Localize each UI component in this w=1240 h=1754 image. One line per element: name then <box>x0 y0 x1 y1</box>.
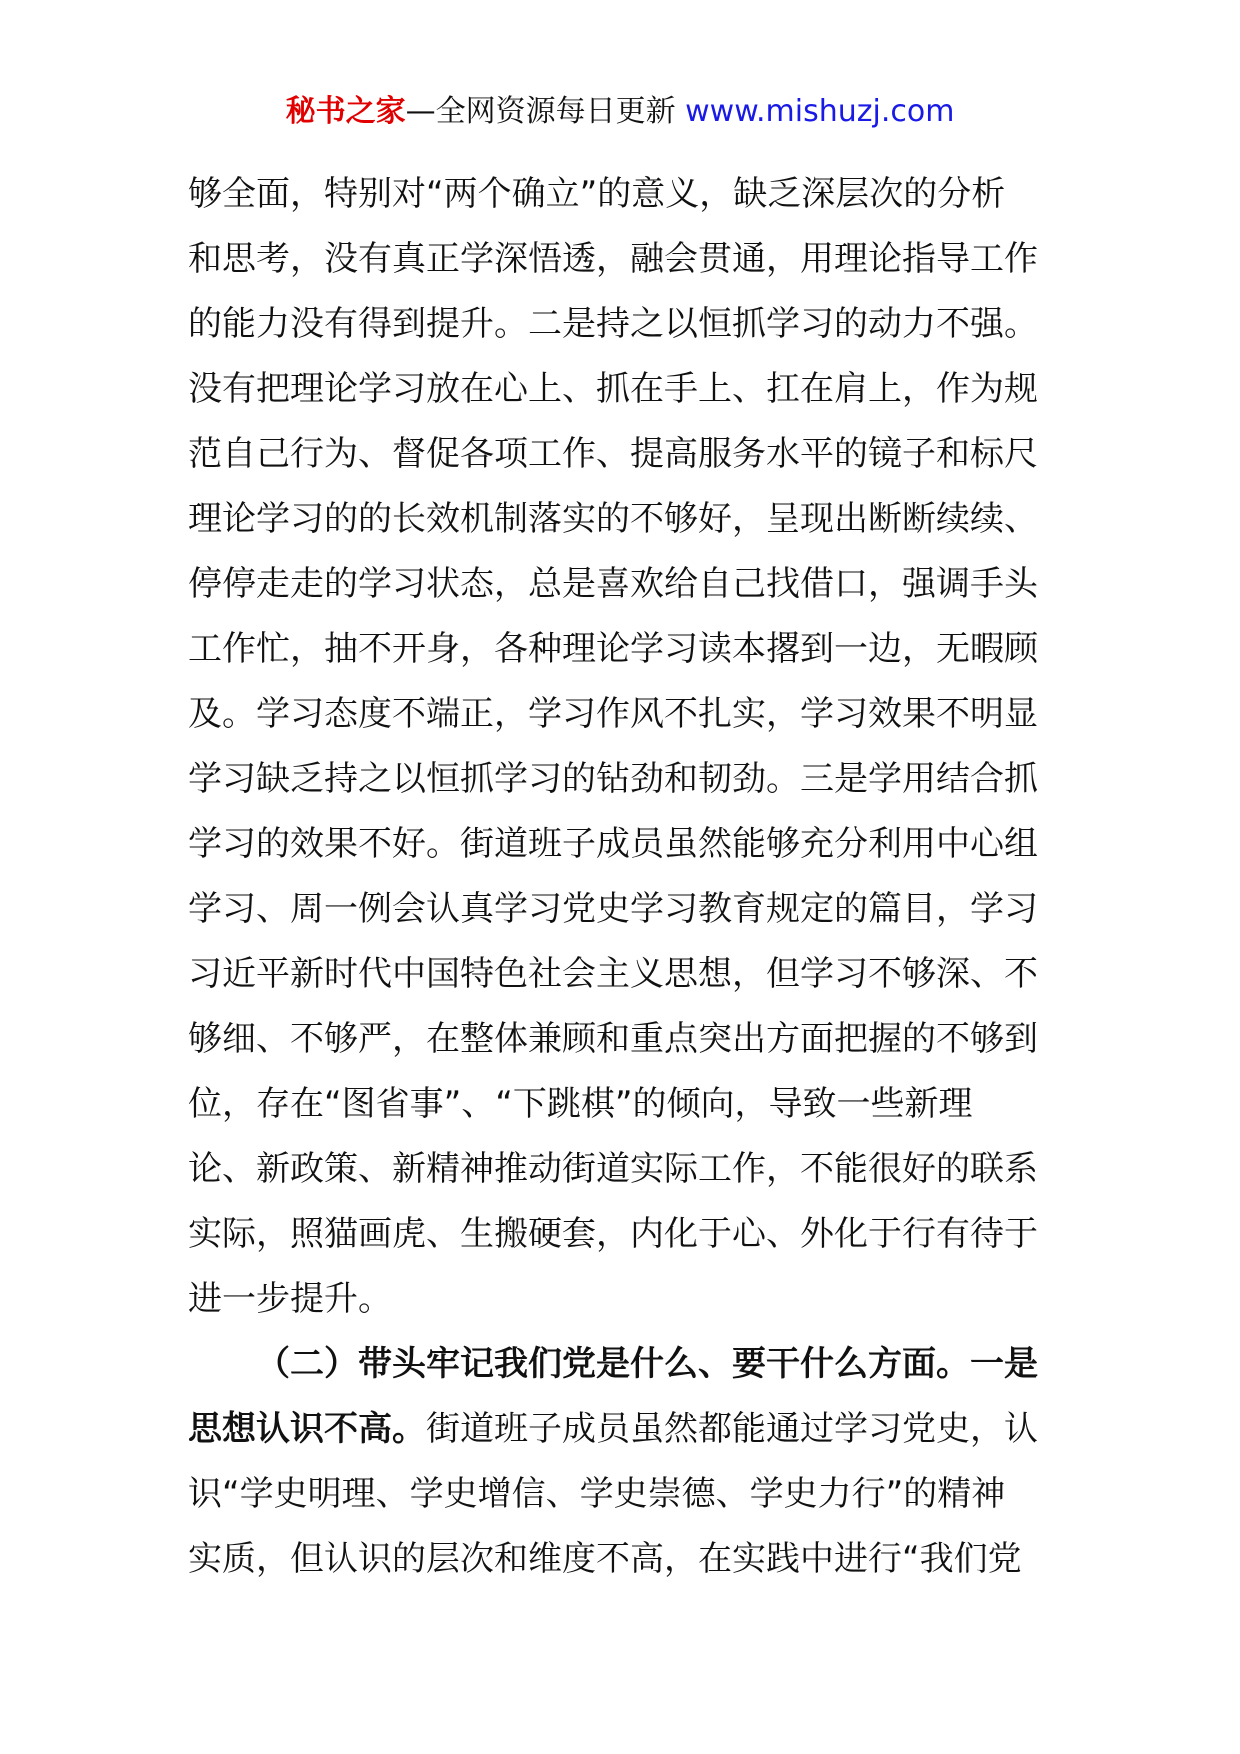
body-line: 的能力没有得到提升。二是持之以恒抓学习的动力不强。 <box>188 304 1038 344</box>
section-heading: （二）带头牢记我们党是什么、要干什么方面。一是 <box>256 1344 1038 1384</box>
site-header <box>0 92 1240 132</box>
body-line: 习近平新时代中国特色社会主义思想，但学习不够深、不 <box>188 954 1038 994</box>
body-line: 位，存在“图省事”、“下跳棋”的倾向，导致一些新理 <box>188 1084 973 1124</box>
body-line: 识“学史明理、学史增信、学史崇德、学史力行”的精神 <box>188 1474 1006 1514</box>
document-body <box>188 162 1068 1592</box>
site-url-link[interactable]: www.mishuzj.com <box>685 94 955 129</box>
body-line: 没有把理论学习放在心上、抓在手上、扛在肩上，作为规 <box>188 369 1038 409</box>
body-line: 及。学习态度不端正，学习作风不扎实，学习效果不明显 <box>188 694 1038 734</box>
body-line: 学习缺乏持之以恒抓学习的钻劲和韧劲。三是学用结合抓 <box>188 759 1038 799</box>
body-line: 理论学习的的长效机制落实的不够好，呈现出断断续续、 <box>188 499 1038 539</box>
body-line: 学习、周一例会认真学习党史学习教育规定的篇目，学习 <box>188 889 1038 929</box>
body-line: 和思考，没有真正学深悟透，融会贯通，用理论指导工作 <box>188 239 1038 279</box>
body-line: 实际，照猫画虎、生搬硬套，内化于心、外化于行有待于 <box>188 1214 1038 1254</box>
body-line: 范自己行为、督促各项工作、提高服务水平的镜子和标尺 <box>188 434 1038 474</box>
brand-name: 秘书之家 <box>285 94 406 129</box>
section-heading-bold: 思想认识不高。 <box>188 1409 426 1449</box>
section-heading-text: 街道班子成员虽然都能通过学习党史，认 <box>426 1409 1038 1449</box>
section-heading-continuation <box>188 1397 1068 1462</box>
body-line: 学习的效果不好。街道班子成员虽然能够充分利用中心组 <box>188 824 1038 864</box>
body-line: 停停走走的学习状态，总是喜欢给自己找借口，强调手头 <box>188 564 1038 604</box>
body-line: 论、新政策、新精神推动街道实际工作，不能很好的联系 <box>188 1149 1038 1189</box>
body-line: 实质，但认识的层次和维度不高，在实践中进行“我们党 <box>188 1539 1022 1579</box>
header-tagline: —全网资源每日更新 <box>405 94 686 129</box>
body-line: 工作忙，抽不开身，各种理论学习读本撂到一边，无暇顾 <box>188 629 1038 669</box>
body-line: 进一步提升。 <box>188 1279 392 1319</box>
body-line: 够细、不够严，在整体兼顾和重点突出方面把握的不够到 <box>188 1019 1038 1059</box>
body-line: 够全面，特别对“两个确立”的意义，缺乏深层次的分析 <box>188 174 1006 214</box>
